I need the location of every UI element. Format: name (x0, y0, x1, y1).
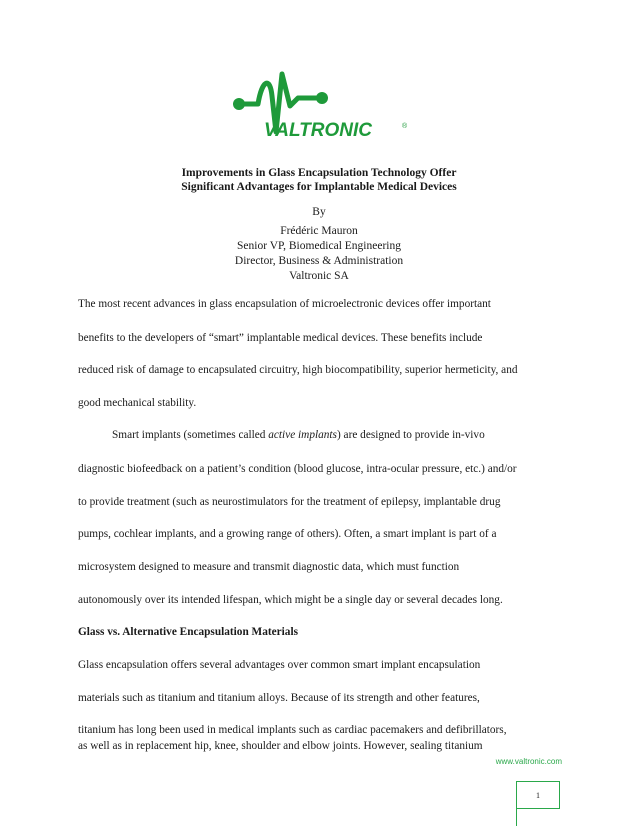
author-role-2: Director, Business & Administration (234, 255, 404, 267)
valtronic-logo (230, 70, 412, 144)
para3-line: as well as in replacement hip, knee, shoulder and elbow joints. However, sealing titanium (78, 740, 483, 752)
para2-line: pumps, cochlear implants, and a growing range of others). Often, a smart implant is part of a (78, 528, 497, 540)
para1-line: good mechanical stability. (78, 397, 197, 409)
emphasis-active-implants: active implants (268, 429, 337, 441)
para3-line: materials such as titanium and titanium alloys. Because of its strength and other features, (78, 692, 480, 704)
byline-by: By (312, 206, 326, 218)
para1-line: The most recent advances in glass encapsulation of microelectronic devices offer important (78, 298, 491, 310)
para2-first-line: Smart implants (sometimes called active implants) are designed to provide in-vivo (112, 429, 485, 441)
section-heading: Glass vs. Alternative Encapsulation Materials (78, 626, 298, 638)
para3-line: titanium has long been used in medical implants such as cardiac pacemakers and defibrillators, (78, 724, 507, 736)
para1-line: benefits to the developers of “smart” implantable medical devices. These benefits include (78, 332, 483, 344)
byline (0, 205, 638, 284)
page-number: 1 (516, 781, 560, 809)
para1-line: reduced risk of damage to encapsulated circuitry, high biocompatibility, superior hermeticity, and (78, 364, 518, 376)
registered-mark: ® (402, 123, 408, 130)
footer-url[interactable]: www.valtronic.com (495, 757, 562, 766)
page-number-stem (516, 809, 517, 826)
author-role-1: Senior VP, Biomedical Engineering (237, 240, 401, 252)
para2-line: to provide treatment (such as neurostimulators for the treatment of epilepsy, implantable drug (78, 496, 501, 508)
para2-line: autonomously over its intended lifespan, which might be a single day or several decades long. (78, 594, 503, 606)
para2-line: diagnostic biofeedback on a patient’s condition (blood glucose, intra-ocular pressure, etc.) and/or (78, 463, 517, 475)
author-company: Valtronic SA (289, 270, 349, 282)
document-title: Improvements in Glass Encapsulation Technology Offer Significant Advantages for Implantable Medical Devices (181, 167, 457, 193)
author-name: Frédéric Mauron (280, 225, 358, 237)
logo-wordmark: VALTRONIC (264, 120, 373, 141)
para3-line: Glass encapsulation offers several advantages over common smart implant encapsulation (78, 659, 481, 671)
para2-line: microsystem designed to measure and transmit diagnostic data, which must function (78, 561, 460, 573)
